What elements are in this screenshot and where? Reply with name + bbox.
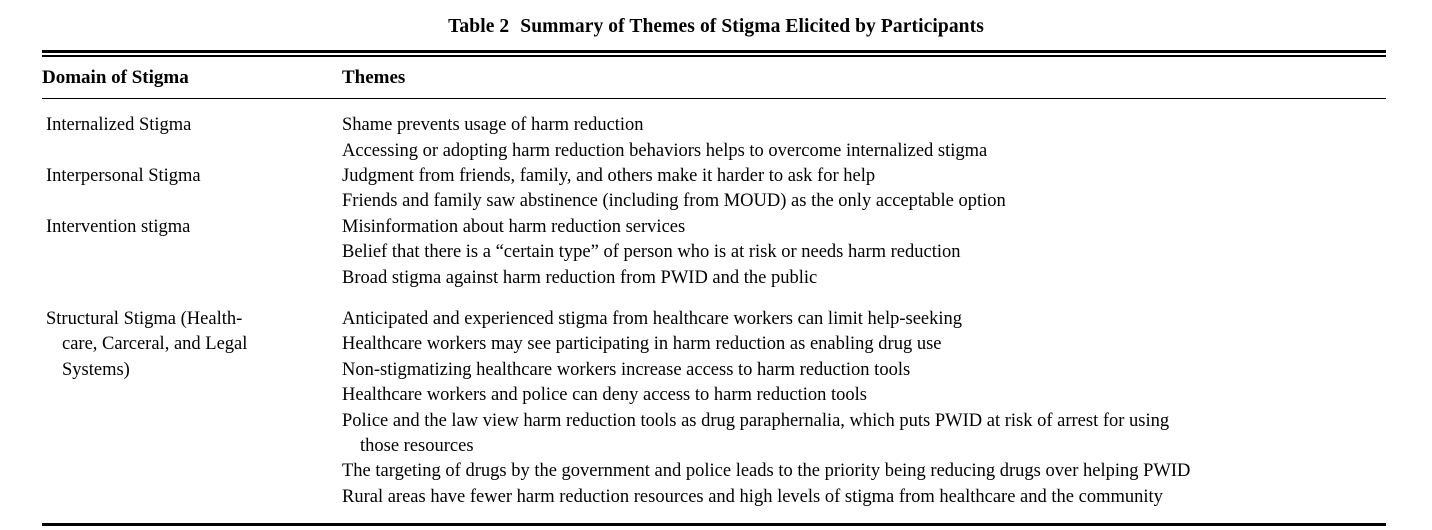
table-row <box>42 215 1386 291</box>
theme-text: Police and the law view harm reduction tools as drug paraphernalia, which puts PWID at risk of arrest for using <box>342 410 1170 431</box>
domain-cell <box>42 307 342 383</box>
theme-item <box>342 358 1386 383</box>
domain-cell <box>42 215 342 240</box>
theme-item <box>342 307 1386 332</box>
theme-item <box>342 139 1386 164</box>
theme-item <box>342 383 1386 408</box>
themes-cell <box>342 113 1386 164</box>
table-caption-title: Summary of Themes of Stigma Elicited by Participants <box>520 16 984 37</box>
theme-item <box>342 266 1386 291</box>
theme-text: Shame prevents usage of harm reduction <box>342 115 644 136</box>
domain-label-line: Structural Stigma (Health- <box>46 308 243 329</box>
themes-cell <box>342 164 1386 215</box>
theme-text: Misinformation about harm reduction services <box>342 216 686 237</box>
table-header-row <box>42 57 1386 97</box>
theme-text: Judgment from friends, family, and others make it harder to ask for help <box>342 165 876 186</box>
domain-label-line: care, Carceral, and Legal <box>62 334 248 355</box>
theme-item <box>342 189 1386 214</box>
theme-item <box>342 409 1386 460</box>
domain-cell <box>42 164 342 189</box>
theme-item <box>342 164 1386 189</box>
theme-text: The targeting of drugs by the government and police leads to the priority being reducing drugs over helping PWID <box>342 461 1191 482</box>
table-row <box>42 307 1386 510</box>
theme-item <box>342 332 1386 357</box>
theme-text: Healthcare workers may see participating in harm reduction as enabling drug use <box>342 334 942 355</box>
theme-item <box>342 113 1386 138</box>
domain-label-line: Internalized Stigma <box>46 115 192 136</box>
domain-label-line: Interpersonal Stigma <box>46 165 201 186</box>
table-body <box>42 99 1386 523</box>
theme-item <box>342 240 1386 265</box>
theme-text: Broad stigma against harm reduction from PWID and the public <box>342 267 818 288</box>
themes-cell <box>342 215 1386 291</box>
theme-text: Rural areas have fewer harm reduction resources and high levels of stigma from healthcare and the community <box>342 486 1163 507</box>
table-row <box>42 113 1386 164</box>
theme-item <box>342 459 1386 484</box>
domain-cell <box>42 113 342 138</box>
domain-label-line: Intervention stigma <box>46 216 191 237</box>
table-caption-number: Table 2 <box>448 16 510 37</box>
theme-text: Belief that there is a “certain type” of person who is at risk or needs harm reduction <box>342 242 961 263</box>
table-bottom-rule <box>42 523 1386 525</box>
stigma-themes-table <box>42 50 1386 526</box>
theme-item <box>342 485 1386 510</box>
themes-cell <box>342 307 1386 510</box>
theme-text: Friends and family saw abstinence (including from MOUD) as the only acceptable option <box>342 191 1006 212</box>
theme-text: Non-stigmatizing healthcare workers increase access to harm reduction tools <box>342 359 911 380</box>
theme-text: Accessing or adopting harm reduction behaviors helps to overcome internalized stigma <box>342 140 988 161</box>
domain-label-line: Systems) <box>62 359 130 380</box>
column-header-themes: Themes <box>342 66 406 88</box>
theme-text: Healthcare workers and police can deny access to harm reduction tools <box>342 385 867 406</box>
theme-item <box>342 215 1386 240</box>
theme-text-continuation: those resources <box>360 435 474 456</box>
table-row <box>42 164 1386 215</box>
theme-text: Anticipated and experienced stigma from healthcare workers can limit help-seeking <box>342 308 963 329</box>
column-header-domain: Domain of Stigma <box>42 66 189 88</box>
table-caption <box>0 16 1432 38</box>
